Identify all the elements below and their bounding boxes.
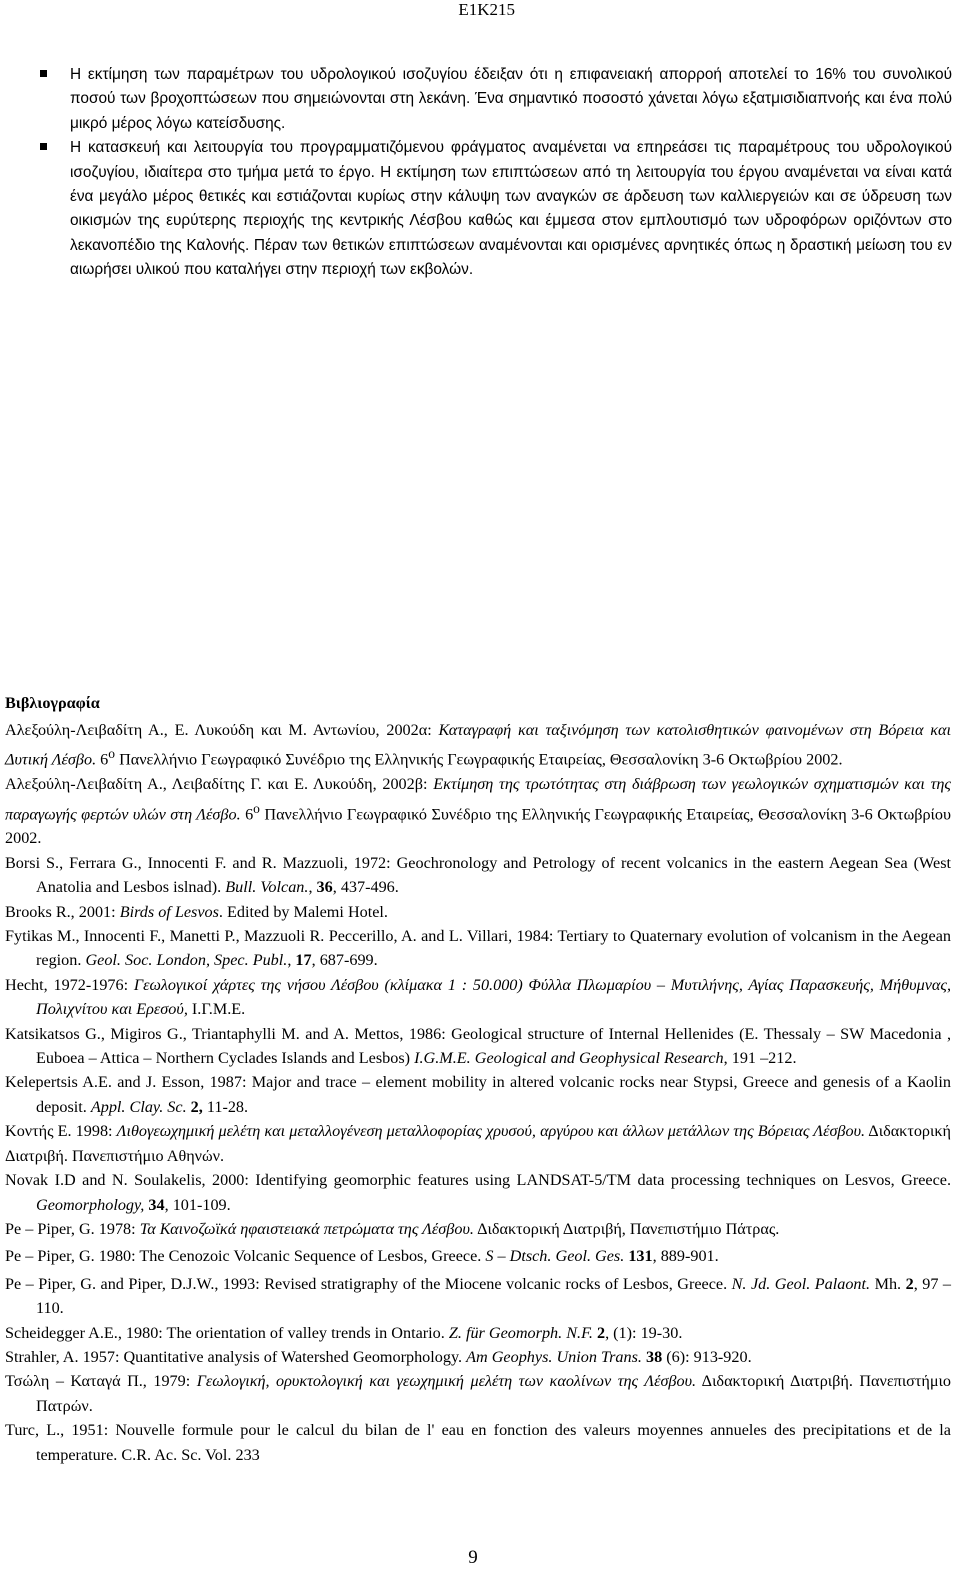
bullet-item [40, 136, 952, 282]
bullet-item [40, 63, 952, 136]
reference-entry [5, 1022, 951, 1071]
reference-authors: Κοντής Ε. 1998: [5, 1122, 117, 1141]
reference-volume: 38 [645, 1347, 663, 1366]
reference-entry [5, 1345, 951, 1369]
reference-pages: , 191 –212. [723, 1049, 797, 1068]
reference-source: Ι.Γ.Μ.Ε. [187, 1000, 246, 1019]
reference-journal: Z. für Geomorph. N.F. [448, 1323, 593, 1342]
reference-authors: Αλεξούλη-Λειβαδίτη Α., Ε. Λυκούδη και Μ. Αντωνίου, 2002α: [5, 721, 439, 739]
square-bullet-icon [40, 143, 47, 150]
reference-volume: 131 [628, 1247, 653, 1266]
reference-pages: , 687-699. [311, 951, 378, 970]
reference-title: Καταγραφή και ταξινόμηση των κατολισθητικών φαινομένων στη Βόρεια και Δυτική Λέσβο. [5, 721, 951, 769]
reference-title: Εκτίμηση της τρωτότητας στη διάβρωση των γεωλογικών σχηματισμών και της παραγωγής φερτών υλών στη Λέσβο. [5, 775, 951, 823]
reference-entry [5, 900, 951, 924]
reference-title: Birds of Lesvos [119, 902, 219, 921]
reference-entry [5, 1418, 951, 1467]
reference-pages: (6): 913-920. [662, 1347, 752, 1366]
reference-title: Γεωλογικοί χάρτες της νήσου Λέσβου (κλίμακα 1 : 50.000) Φύλλα Πλωμαρίου – Μυτιλήνης, Αγίας Παρασκευής, Μήθυμνας, Πολιχνίτου και Ερεσού, [36, 975, 951, 1019]
reference-journal: S – Dtsch. Geol. Ges. [485, 1247, 625, 1266]
reference-authors: Scheidegger A.E., 1980: The orientation of valley trends in Ontario. [5, 1323, 449, 1342]
conclusions-bullet-list [40, 63, 952, 283]
reference-comma: , [287, 951, 296, 970]
reference-volume: 2 [905, 1274, 914, 1293]
reference-authors: Kelepertsis A.E. and J. Esson, 1987: Major and trace – element mobility in altered volcanic rocks near Stypsi, Greece and genesis of a Kaolin deposit. [5, 1073, 951, 1116]
reference-volume: 2 [596, 1323, 606, 1342]
reference-comma: Mh. [870, 1274, 906, 1293]
bullet-text: Η εκτίμηση των παραμέτρων του υδρολογικού ισοζυγίου έδειξαν ότι η επιφανειακή απορροή αποτελεί το 16% του συνολικού ποσού των βροχοπτώσεων που σημειώνονται στη λεκάνη. Ένα σημαντικό ποσοστό χάνεται λόγω εξατμισιδιαπνοής και ένα πολύ μικρό μέρος λόγω κατείσδυσης. [70, 66, 952, 132]
reference-authors: Novak I.D and N. Soulakelis, 2000: Identifying geomorphic features using LANDSAT-5/TM data processing techniques on Lesvos, Greece. [5, 1171, 951, 1190]
reference-entry [5, 924, 951, 973]
reference-source: Διδακτορική Διατριβή, Πανεπιστήμιο Πάτρας. [473, 1219, 780, 1238]
reference-entry [5, 772, 951, 851]
reference-authors: Pe – Piper, G. 1978: [5, 1219, 140, 1238]
reference-authors: Brooks R., 2001: [5, 902, 120, 921]
reference-source: . Edited by Malemi Hotel. [218, 902, 388, 921]
page-number: 9 [468, 1547, 478, 1568]
reference-authors: Strahler, A. 1957: Quantitative analysis of Watershed Geomorphology. [5, 1347, 467, 1366]
reference-entry [5, 718, 951, 772]
reference-superscript: ο [253, 800, 260, 816]
reference-authors: Fytikas M., Innocenti F., Manetti P., Mazzuoli R. Peccerillo, A. and L. Villari, 1984: Tertiary to Quaternary evolution of volcanism in the Aegean region. [5, 927, 951, 970]
reference-journal: I.G.M.E. Geological and Geophysical Research [414, 1049, 724, 1068]
reference-pages: , 437-496. [332, 878, 399, 897]
reference-journal: N. Jd. Geol. Palaont. [731, 1274, 871, 1293]
reference-title: Λιθογεωχημική μελέτη και μεταλλογένεση μεταλλοφορίας χρυσού, αργύρου και άλλων μετάλλων της Βόρειας Λέσβου. [116, 1122, 866, 1141]
reference-title: Τα Καινοζωϊκά ηφαιστειακά πετρώματα της Λέσβου. [139, 1219, 474, 1238]
reference-entry [5, 1272, 951, 1321]
reference-journal: Geomorphology, [36, 1195, 145, 1214]
reference-source: Διδακτορική Διατριβή. Πανεπιστήμιο Αθηνών. [5, 1122, 951, 1165]
reference-entry [5, 1244, 951, 1268]
reference-journal: Am Geophys. Union Trans. [466, 1347, 642, 1366]
reference-volume: 36 [316, 878, 333, 897]
reference-superscript: ο [108, 746, 116, 762]
reference-authors: Αλεξούλη-Λειβαδίτη Α., Λειβαδίτης Γ. και Ε. Λυκούδη, 2002β: [5, 775, 434, 794]
reference-journal: Geol. Soc. London, Spec. Publ. [85, 951, 288, 970]
reference-authors: Pe – Piper, G. 1980: The Cenozoic Volcanic Sequence of Lesbos, Greece. [5, 1247, 486, 1266]
reference-entry [5, 973, 951, 1022]
reference-entry [5, 1168, 951, 1217]
reference-entry [5, 1369, 951, 1418]
reference-entry [5, 851, 951, 900]
reference-journal: Appl. Clay. Sc. [90, 1097, 187, 1116]
reference-entry [5, 1321, 951, 1345]
bibliography-section [5, 688, 951, 1467]
reference-authors: Hecht, 1972-1976: [5, 975, 134, 994]
reference-title: Γεωλογική, ορυκτολογική και γεωχημική μελέτη των καολίνων της Λέσβου. [196, 1372, 697, 1391]
bullet-text: Η κατασκευή και λειτουργία του προγραμματιζόμενου φράγματος αναμένεται να επηρεάσει τις παραμέτρους του υδρολογικού ισοζυγίου, ιδιαίτερα στο τμήμα μετά το έργο. Η εκτίμηση των επιπτώσεων από τη λειτουργία του έργου αναμένεται να είναι κατά ένα μεγάλο μέρος θετικές και εστιάζονται κυρίως στην κάλυψη των αναγκών σε άρδευση των καλλιεργειών και σε ύδρευση των οικισμών της ευρύτερης περιοχής της κεντρικής Λέσβου καθώς και έμμεσα στον εμπλουτισμό των υδροφόρων οριζόντων στο λεκανοπέδιο της Καλονής. Πέραν των θετικών επιπτώσεων αναμένονται και ορισμένες αρνητικές όπως η δραστική μείωση του εν αιωρήσει υλικού που καταλήγει στην περιοχή των εκβολών. [70, 139, 952, 279]
reference-entry [5, 1217, 951, 1241]
reference-authors: Borsi S., Ferrara G., Innocenti F. and R. Mazzuoli, 1972: Geochronology and Petrology of recent volcanics in the eastern Aegean Sea (West Anatolia and Lesbos islnad). [5, 853, 951, 897]
reference-source: Διδακτορική Διατριβή. Πανεπιστήμιο Πατρών. [36, 1372, 952, 1415]
reference-entry [5, 1119, 951, 1168]
reference-source: 6 [96, 750, 109, 769]
reference-volume: 17 [295, 951, 312, 970]
reference-pages: 11-28. [202, 1097, 249, 1116]
reference-source: Πανελλήνιο Γεωγραφικό Συνέδριο της Ελληνικής Γεωγραφικής Εταιρείας, Θεσσαλονίκη 3-6 Οκτωβρίου 2002. [115, 750, 843, 769]
reference-pages: , 97 – 110. [36, 1274, 951, 1318]
reference-pages: , 101-109. [164, 1195, 231, 1214]
reference-pages: , (1): 19-30. [605, 1323, 683, 1342]
reference-entry [5, 1070, 951, 1119]
square-bullet-icon [40, 70, 47, 77]
bibliography-title: Βιβλιογραφία [5, 694, 100, 712]
reference-authors: Pe – Piper, G. and Piper, D.J.W., 1993: Revised stratigraphy of the Miocene volcanic rocks of Lesbos, Greece. [5, 1274, 732, 1293]
reference-volume: 34 [148, 1195, 165, 1214]
reference-authors: Katsikatsos G., Migiros G., Triantaphylli M. and A. Mettos, 1986: Geological structure of Internal Hellenides (E. Thessaly – SW Macedonia , Euboea – Attica – Northern Cyclades Islands and Lesbos) [5, 1024, 951, 1068]
reference-source: Πανελλήνιο Γεωγραφικό Συνέδριο της Ελληνικής Γεωγραφικής Εταιρείας, Θεσσαλονίκη 3-6 Οκτωβρίου 2002. [5, 805, 951, 848]
reference-volume: 2, [190, 1097, 203, 1116]
reference-comma: , [308, 878, 317, 897]
reference-pages: , 889-901. [652, 1247, 719, 1266]
reference-journal: Bull. Volcan. [225, 878, 309, 897]
page-header-code: Ε1Κ215 [458, 0, 515, 19]
reference-source: 6 [240, 805, 254, 823]
reference-authors: Τσώλη – Καταγά Π., 1979: [5, 1372, 197, 1391]
reference-authors: Turc, L., 1951: Nouvelle formule pour le calcul du bilan de l' eau en fonction des valeurs moyennes annueles des precipitations et de la temperature. C.R. Ac. Sc. Vol. 233 [5, 1421, 951, 1464]
